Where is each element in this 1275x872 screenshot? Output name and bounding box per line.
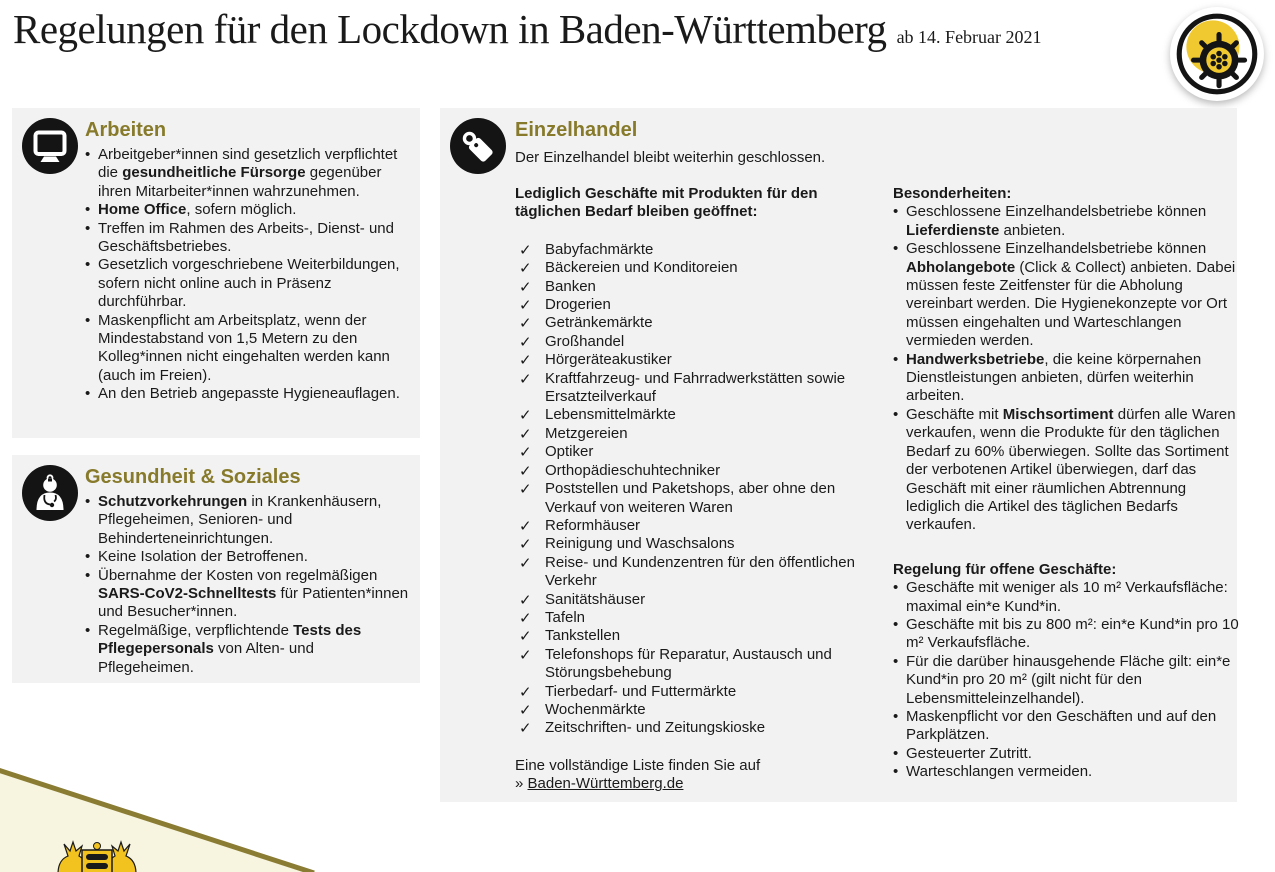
full-list-footer bbox=[515, 757, 887, 794]
einzelhandel-header bbox=[515, 119, 1227, 167]
arbeiten-rule: • An den Betrieb angepasste Hygieneauflagen. bbox=[85, 385, 414, 403]
gesundheit-rule: • Schutzvorkehrungen in Krankenhäusern, Pflegeheimen, Senioren- und Behinderteneinrichtungen. bbox=[85, 493, 414, 548]
regelung-rule: • Für die darüber hinausgehende Fläche gilt: ein*e Kund*in pro 20 m² (gilt nicht für den Lebensmitteleinzelhandel). bbox=[893, 653, 1241, 708]
card-arbeiten bbox=[12, 108, 420, 438]
open-shop-item: ✓ Drogerien bbox=[515, 296, 887, 314]
besonderheiten-rule: • Geschlossene Einzelhandelsbetriebe können Lieferdienste anbieten. bbox=[893, 203, 1241, 240]
corner-ribbon bbox=[0, 764, 320, 872]
open-shop-item: ✓ Reformhäuser bbox=[515, 517, 887, 535]
open-shop-item: ✓ Tafeln bbox=[515, 609, 887, 627]
gesundheit-rule: • Übernahme der Kosten von regelmäßigen SARS-CoV2-Schnelltests für Patienten*innen und Besucher*innen. bbox=[85, 567, 414, 622]
link-prefix: » bbox=[515, 775, 524, 793]
full-list-text: Eine vollständige Liste finden Sie auf bbox=[515, 756, 761, 774]
open-shop-item: ✓ Reise- und Kundenzentren für den öffentlichen Verkehr bbox=[515, 554, 887, 591]
baden-wuerttemberg-link[interactable]: Baden-Württemberg.de bbox=[527, 775, 684, 793]
open-shop-item: ✓ Tankstellen bbox=[515, 627, 887, 645]
arbeiten-rule: • Home Office, sofern möglich. bbox=[85, 201, 414, 219]
price-tag-icon bbox=[450, 118, 506, 174]
open-shop-item: ✓ Getränkemärkte bbox=[515, 314, 887, 332]
open-shop-item: ✓ Telefonshops für Reparatur, Austausch und Störungsbehebung bbox=[515, 646, 887, 683]
regelung-heading: Regelung für offene Geschäfte: bbox=[893, 560, 1117, 578]
besonderheiten-rule: • Geschäfte mit Mischsortiment dürfen alle Waren verkaufen, wenn die Produkte für den täglichen Bedarf zu 60% überwiegen. Sollte das Sortiment der verbotenen Artikel überwiegen, darf das Geschäft mit einer räumlichen Abtrennung lediglich die Artikel des täglichen Bedarfs verkaufen. bbox=[893, 406, 1241, 535]
card-einzelhandel bbox=[440, 108, 1237, 802]
open-shops-list bbox=[515, 241, 887, 738]
open-shop-item: ✓ Großhandel bbox=[515, 333, 887, 351]
regelung-rule: • Maskenpflicht vor den Geschäften und auf den Parkplätzen. bbox=[893, 708, 1241, 745]
open-shops-heading: Lediglich Geschäfte mit Produkten für den täglichen Bedarf bleiben geöffnet: bbox=[515, 185, 818, 221]
gesundheit-rule: • Regelmäßige, verpflichtende Tests des Pflegepersonals von Alten- und Pflegeheimen. bbox=[85, 622, 414, 677]
regelung-rule: • Geschäfte mit weniger als 10 m² Verkaufsfläche: maximal ein*e Kund*in. bbox=[893, 579, 1241, 616]
card-gesundheit-title: Gesundheit & Soziales bbox=[85, 466, 301, 488]
open-shop-item: ✓ Bäckereien und Konditoreien bbox=[515, 259, 887, 277]
regelung-rule: • Warteschlangen vermeiden. bbox=[893, 763, 1241, 781]
gesundheit-list bbox=[85, 493, 414, 677]
full-list-linkline bbox=[515, 775, 887, 793]
arbeiten-list bbox=[85, 146, 414, 404]
open-shop-item: ✓ Poststellen und Paketshops, aber ohne den Verkauf von weiteren Waren bbox=[515, 480, 887, 517]
open-shop-item: ✓ Reinigung und Waschsalons bbox=[515, 535, 887, 553]
regelung-rule: • Gesteuerter Zutritt. bbox=[893, 745, 1241, 763]
card-gesundheit-content bbox=[85, 466, 414, 677]
open-shop-item: ✓ Babyfachmärkte bbox=[515, 241, 887, 259]
open-shop-item: ✓ Zeitschriften- und Zeitungskioske bbox=[515, 719, 887, 737]
besonderheiten-rule: • Handwerksbetriebe, die keine körpernahen Dienstleistungen anbieten, dürfen weiterhin arbeiten. bbox=[893, 351, 1241, 406]
open-shop-item: ✓ Optiker bbox=[515, 443, 887, 461]
arbeiten-rule: • Gesetzlich vorgeschriebene Weiterbildungen, sofern nicht online auch in Präsenz durchführbar. bbox=[85, 256, 414, 311]
open-shop-item: ✓ Orthopädieschuhtechniker bbox=[515, 462, 887, 480]
card-gesundheit-soziales bbox=[12, 455, 420, 683]
open-shop-item: ✓ Lebensmittelmärkte bbox=[515, 406, 887, 424]
card-arbeiten-content bbox=[85, 119, 414, 404]
open-shop-item: ✓ Kraftfahrzeug- und Fahrradwerkstätten sowie Ersatzteilverkauf bbox=[515, 370, 887, 407]
doctor-icon bbox=[22, 465, 78, 521]
einzelhandel-intro: Der Einzelhandel bleibt weiterhin geschlossen. bbox=[515, 149, 826, 166]
arbeiten-rule: • Arbeitgeber*innen sind gesetzlich verpflichtet die gesundheitliche Fürsorge gegenüber ihren Mitarbeiter*innen wahrzunehmen. bbox=[85, 146, 414, 201]
virus-icon bbox=[1168, 5, 1266, 103]
besonderheiten-heading: Besonderheiten: bbox=[893, 185, 1012, 202]
monitor-icon bbox=[22, 118, 78, 174]
open-shop-item: ✓ Banken bbox=[515, 278, 887, 296]
card-einzelhandel-title: Einzelhandel bbox=[515, 119, 638, 141]
arbeiten-rule: • Maskenpflicht am Arbeitsplatz, wenn der Mindestabstand von 1,5 Metern zu den Kolleg*innen nicht eingehalten werden kann (auch im Freien). bbox=[85, 312, 414, 386]
date-label: ab 14. Februar 2021 bbox=[896, 27, 1042, 47]
besonderheiten-column bbox=[893, 185, 1241, 782]
open-shop-item: ✓ Sanitätshäuser bbox=[515, 591, 887, 609]
card-arbeiten-title: Arbeiten bbox=[85, 119, 167, 141]
regelung-rule: • Geschäfte mit bis zu 800 m²: ein*e Kund*in pro 10 m² Verkaufsfläche. bbox=[893, 616, 1241, 653]
open-shop-item: ✓ Metzgereien bbox=[515, 425, 887, 443]
gesundheit-rule: • Keine Isolation der Betroffenen. bbox=[85, 548, 414, 566]
besonderheiten-rule: • Geschlossene Einzelhandelsbetriebe können Abholangebote (Click & Collect) anbieten. Dabei müssen feste Zeitfenster für die Abholung vereinbart werden. Die Hygienekonzepte vor Ort müssen eingehalten und Warteschlangen vermieden werden. bbox=[893, 240, 1241, 350]
page-title: Regelungen für den Lockdown in Baden-Württemberg bbox=[13, 6, 887, 52]
open-shop-item: ✓ Wochenmärkte bbox=[515, 701, 887, 719]
page-header bbox=[13, 6, 1042, 52]
open-shop-item: ✓ Tierbedarf- und Futtermärkte bbox=[515, 683, 887, 701]
open-shop-item: ✓ Hörgeräteakustiker bbox=[515, 351, 887, 369]
regelung-list bbox=[893, 579, 1241, 781]
open-shops-column bbox=[515, 185, 887, 794]
besonderheiten-list bbox=[893, 203, 1241, 534]
arbeiten-rule: • Treffen im Rahmen des Arbeits-, Dienst- und Geschäftsbetriebes. bbox=[85, 220, 414, 257]
